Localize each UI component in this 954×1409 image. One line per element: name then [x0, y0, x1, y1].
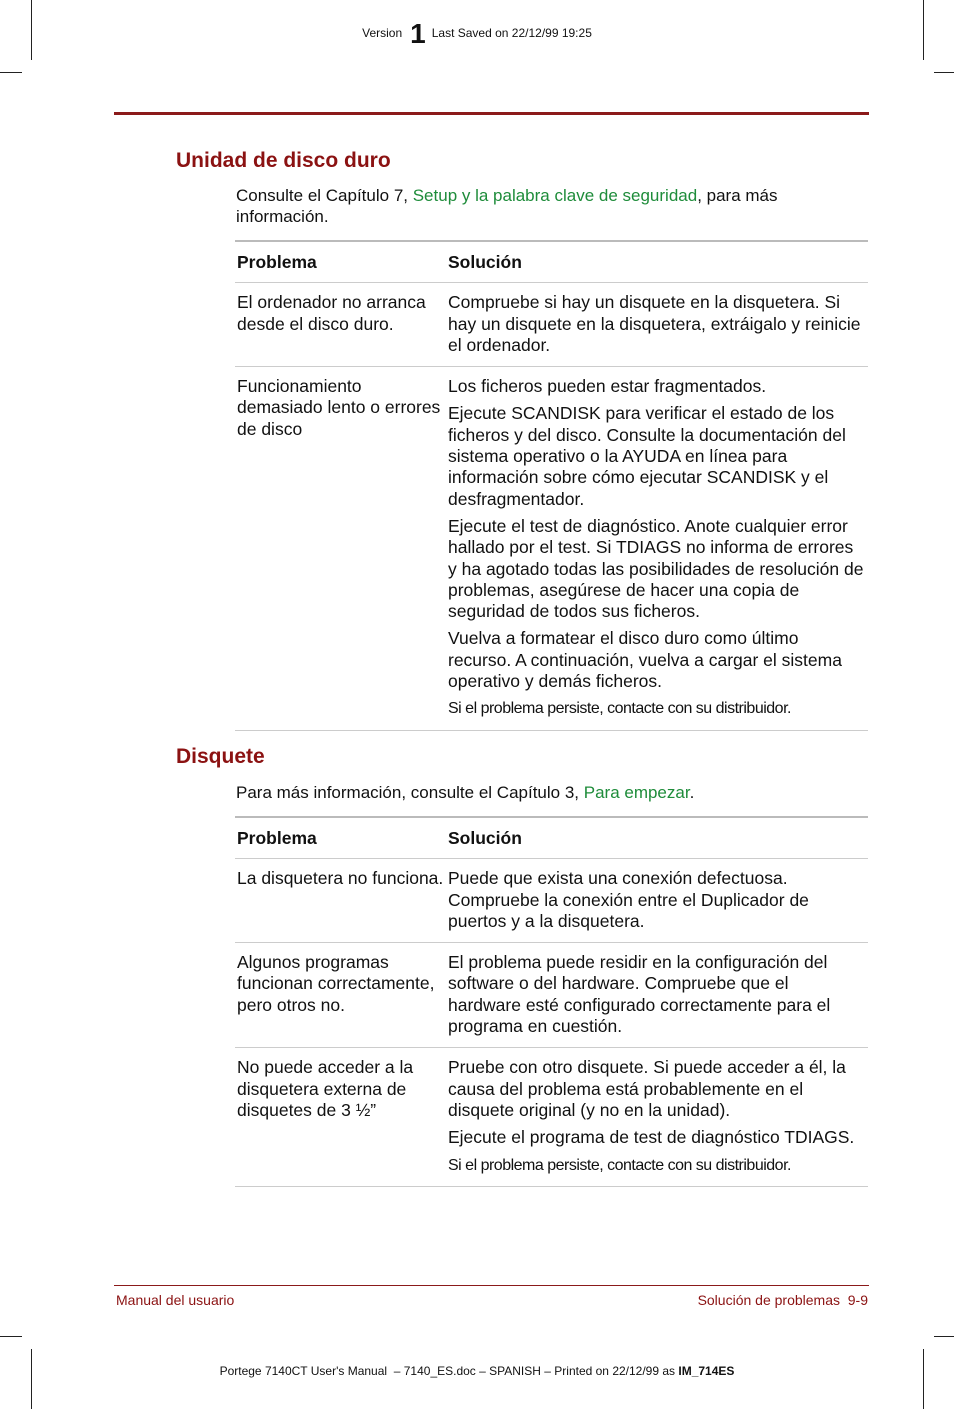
problem-cell: No puede acceder a la disquetera externa de disquetes de 3 ½”	[235, 1048, 446, 1186]
print-info: Portege 7140CT User's Manual – 7140_ES.doc – SPANISH – Printed on 22/12/99 as IM_714ES	[219, 1364, 735, 1378]
version-number: 1	[410, 18, 426, 49]
crop-mark	[31, 1349, 32, 1409]
last-saved: Last Saved on 22/12/99 19:25	[431, 26, 592, 40]
problem-cell: Funcionamiento demasiado lento o errores de disco	[235, 367, 446, 730]
table-row	[235, 1048, 868, 1186]
floppy-table	[235, 816, 868, 1187]
section-intro: Para más información, consulte el Capítulo 3, Para empezar.	[236, 783, 695, 802]
column-header-solution: Solución	[446, 817, 868, 859]
crop-mark	[934, 72, 954, 73]
column-header-problem: Problema	[235, 817, 446, 859]
problem-cell: El ordenador no arranca desde el disco duro.	[235, 283, 446, 367]
crop-mark	[0, 72, 22, 73]
version-label: Version	[362, 26, 403, 40]
solution-cell: Puede que exista una conexión defectuosa. Compruebe la conexión entre el Duplicador de puertos y a la disquetera.	[446, 859, 868, 943]
problem-cell: Algunos programas funcionan correctamente, pero otros no.	[235, 943, 446, 1048]
table-row	[235, 283, 868, 367]
solution-cell: El problema puede residir en la configuración del software o del hardware. Compruebe que el hardware esté configurado correctamente para el programa en cuestión.	[446, 943, 868, 1048]
section-intro: Consulte el Capítulo 7, Setup y la palabra clave de seguridad, para más información.	[236, 186, 778, 226]
solution-cell: Los ficheros pueden estar fragmentados. Ejecute SCANDISK para verificar el estado de los ficheros y del disco. Consulte la documentación del sistema operativo o la AYUDA en línea para información sobre cómo ejecutar SCANDISK y el desfragmentador. Ejecute el test de diagnóstico. Anote cualquier error hallado por el test. Si TDIAGS no informa de errores y ha agotado todas las posibilidades de resolución de problemas, asegúrese de hacer una copia de seguridad de todos sus ficheros. Vuelva a formatear el disco duro como último recurso. A continuación, vuelva a cargar el sistema operativo y demás ficheros. Si el problema persiste, contacte con su distribuidor.	[446, 367, 868, 730]
solution-cell: Pruebe con otro disquete. Si puede acceder a él, la causa del problema está probablemente en el disquete original (y no en la unidad). Ejecute el programa de test de diagnóstico TDIAGS. Si el problema persiste, contacte con su distribuidor.	[446, 1048, 868, 1186]
support-note: Si el problema persiste, contacte con su distribuidor.	[448, 1156, 791, 1174]
table-row	[235, 367, 868, 730]
crop-mark	[0, 1336, 22, 1337]
footer-right: Solución de problemas 9-9	[697, 1292, 868, 1308]
hard-disk-table	[235, 240, 868, 731]
section-title-floppy: Disquete	[176, 745, 265, 768]
solution-cell: Compruebe si hay un disquete en la disquetera. Si hay un disquete en la disquetera, extráigalo y reinicie el ordenador.	[446, 283, 868, 367]
problem-cell: La disquetera no funciona.	[235, 859, 446, 943]
footer-rule	[114, 1285, 869, 1286]
chapter-link[interactable]: Para empezar	[583, 783, 690, 802]
table-row	[235, 943, 868, 1048]
document-header	[0, 18, 954, 50]
column-header-problem: Problema	[235, 241, 446, 283]
support-note: Si el problema persiste, contacte con su distribuidor.	[448, 700, 791, 718]
header-rule	[114, 112, 869, 115]
column-header-solution: Solución	[446, 241, 868, 283]
crop-mark	[923, 1349, 924, 1409]
footer-left: Manual del usuario	[116, 1292, 235, 1308]
table-row	[235, 859, 868, 943]
chapter-link[interactable]: Setup y la palabra clave de seguridad	[412, 186, 698, 205]
crop-mark	[934, 1336, 954, 1337]
section-title-hard-disk: Unidad de disco duro	[176, 149, 391, 172]
